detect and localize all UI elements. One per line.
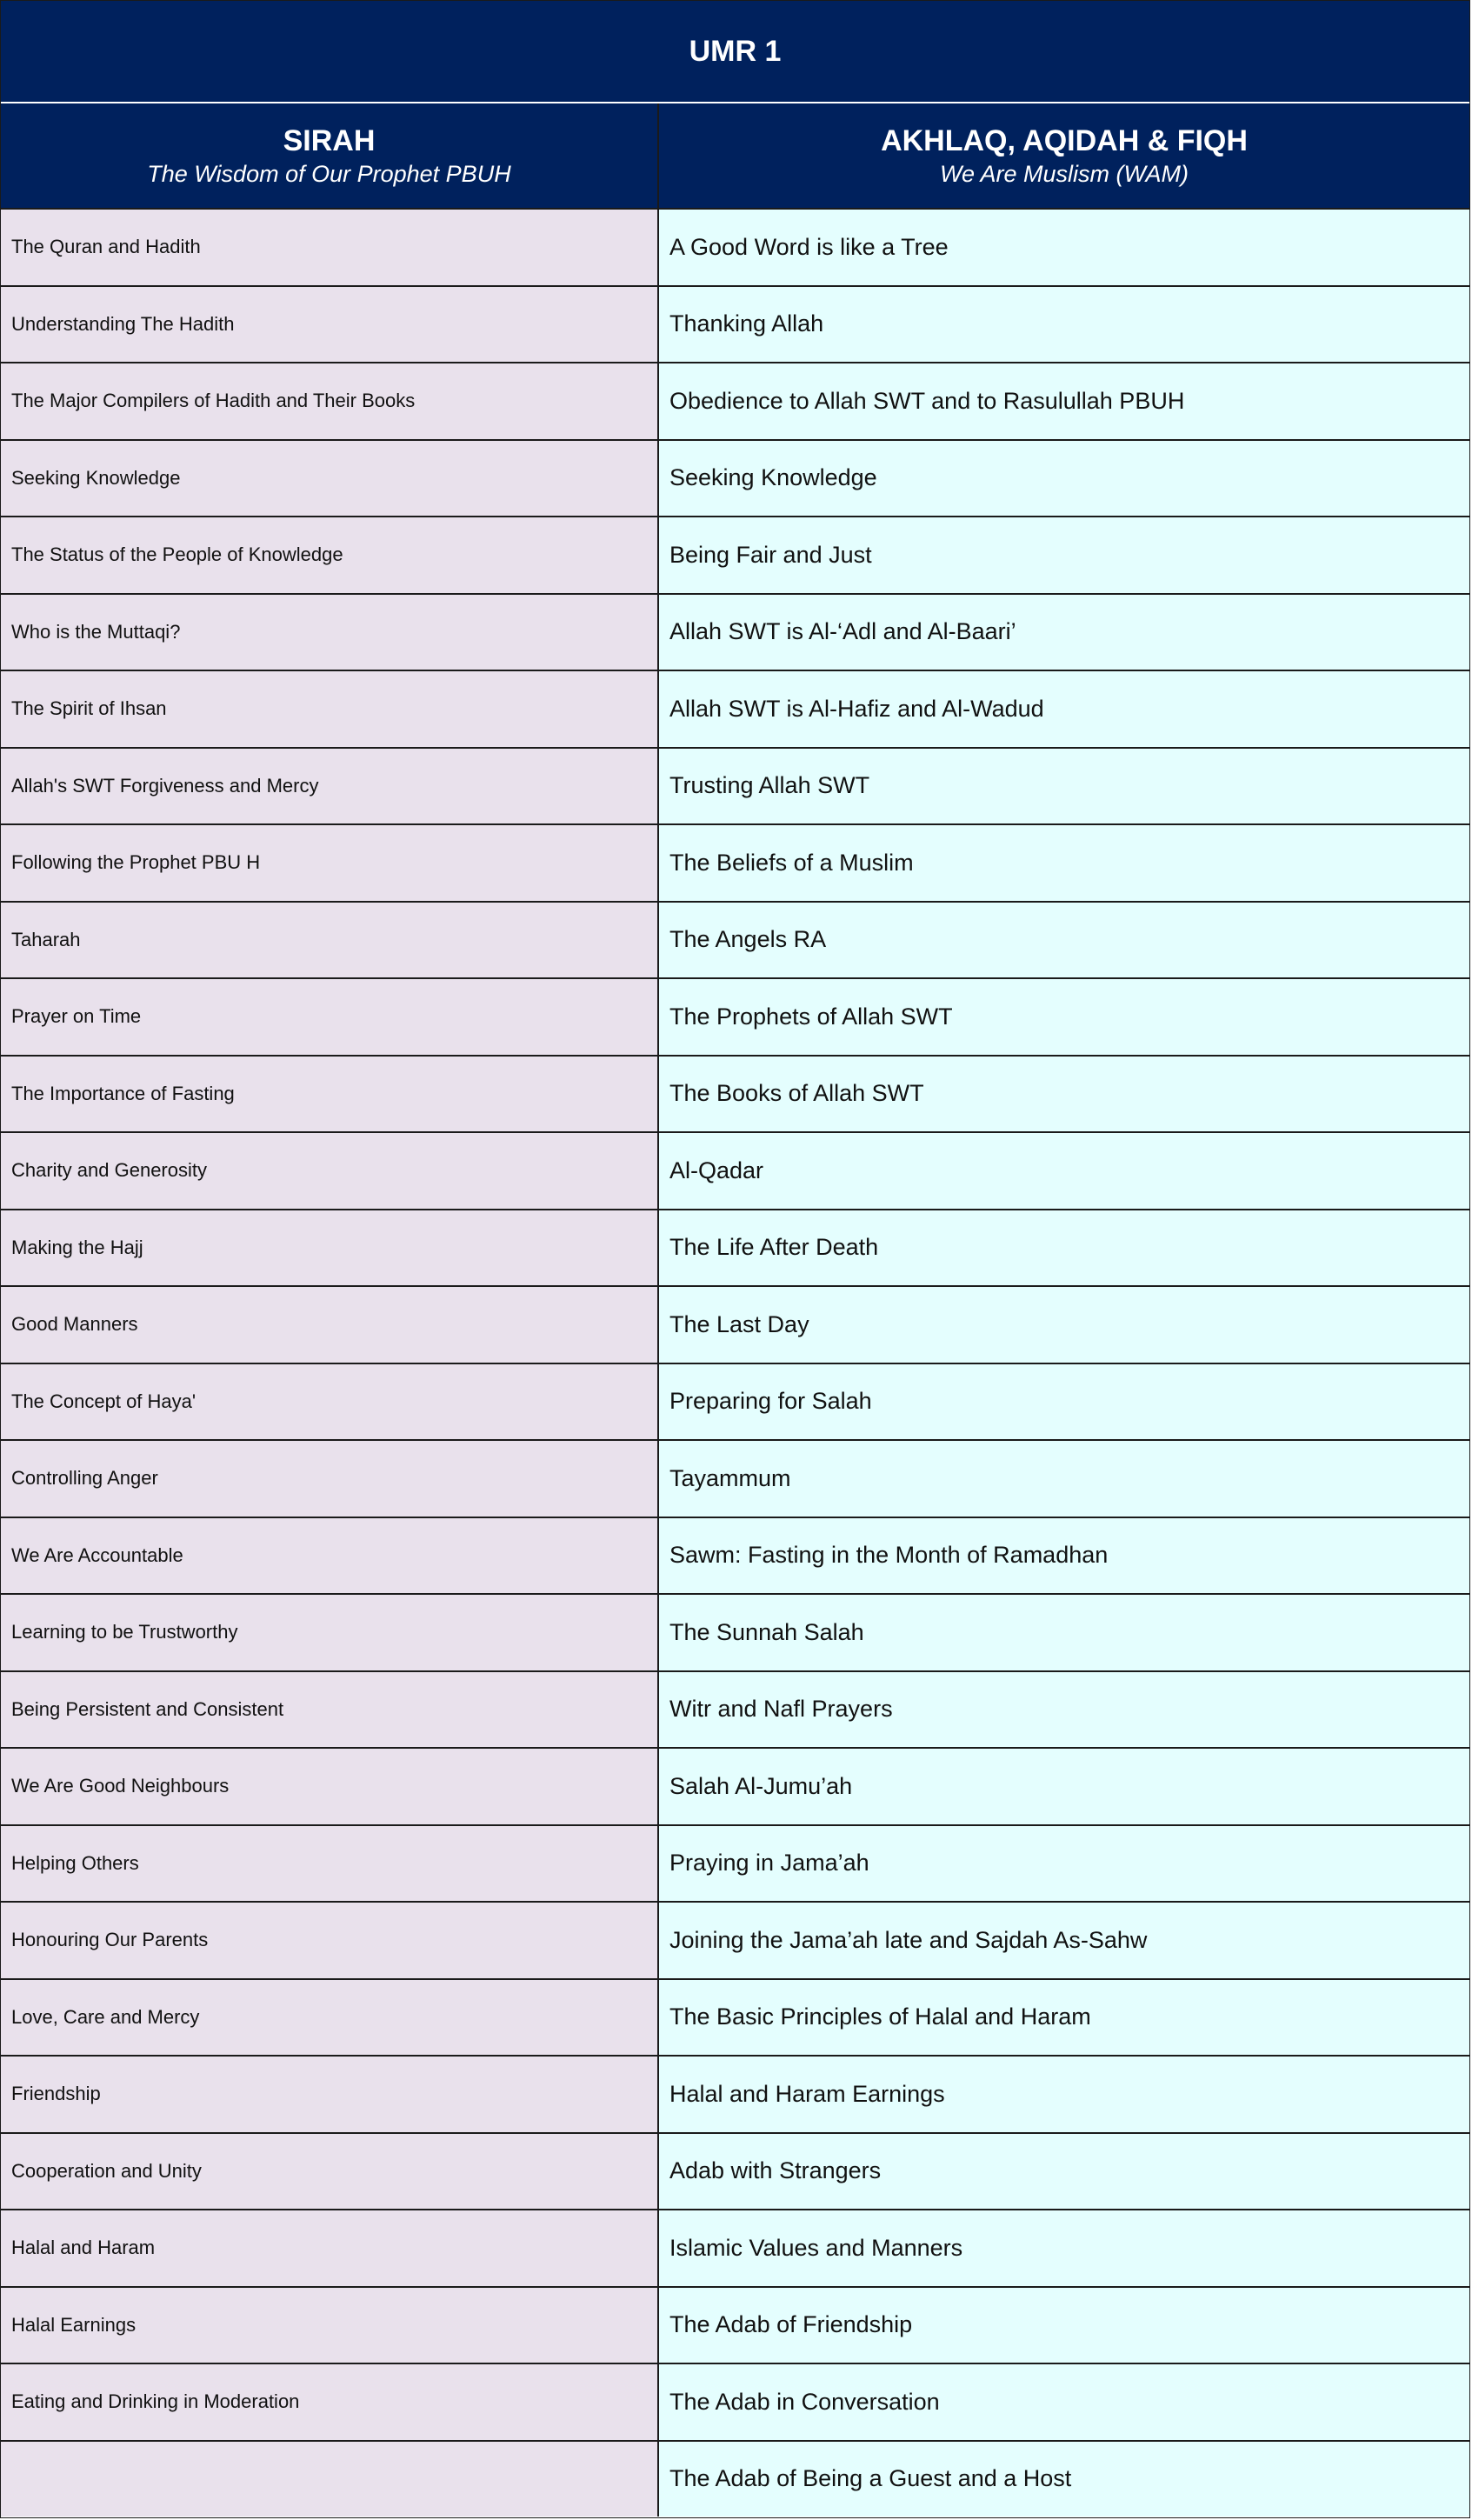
table-row: [1, 977, 1469, 1055]
table-row: [1, 593, 1469, 670]
table-row: [1, 2132, 1469, 2210]
sirah-topic-cell: The Spirit of Ihsan: [1, 671, 659, 747]
table-row: [1, 901, 1469, 978]
table-row: [1, 1978, 1469, 2056]
sirah-topic-cell: We Are Good Neighbours: [1, 1749, 659, 1824]
table-row: [1, 1593, 1469, 1670]
akhlaq-topic-cell: Seeking Knowledge: [659, 441, 1469, 517]
akhlaq-topic-cell: Al-Qadar: [659, 1133, 1469, 1209]
sirah-topic-cell: Who is the Muttaqi?: [1, 595, 659, 670]
akhlaq-topic-cell: The Books of Allah SWT: [659, 1057, 1469, 1132]
sirah-topic-cell: [1, 2442, 659, 2517]
akhlaq-topic-cell: The Angels RA: [659, 903, 1469, 978]
column-header-akhlaq: [659, 103, 1469, 208]
sirah-topic-cell: Helping Others: [1, 1826, 659, 1902]
table-row: [1, 2055, 1469, 2132]
akhlaq-topic-cell: Salah Al-Jumu’ah: [659, 1749, 1469, 1824]
table-title: UMR 1: [1, 1, 1469, 103]
akhlaq-topic-cell: Preparing for Salah: [659, 1364, 1469, 1440]
table-body: [1, 208, 1469, 2517]
sirah-topic-cell: Honouring Our Parents: [1, 1903, 659, 1978]
sirah-topic-cell: The Concept of Haya': [1, 1364, 659, 1440]
table-row: [1, 1824, 1469, 1902]
table-row: [1, 1285, 1469, 1363]
sirah-topic-cell: Following the Prophet PBU H: [1, 825, 659, 901]
akhlaq-topic-cell: Adab with Strangers: [659, 2134, 1469, 2210]
column-header-sirah-title: SIRAH: [283, 124, 376, 157]
column-header-akhlaq-subtitle: We Are Muslism (WAM): [939, 161, 1189, 187]
sirah-topic-cell: Good Manners: [1, 1287, 659, 1363]
akhlaq-topic-cell: The Sunnah Salah: [659, 1595, 1469, 1670]
sirah-topic-cell: Understanding The Hadith: [1, 287, 659, 363]
table-row: [1, 670, 1469, 747]
sirah-topic-cell: Charity and Generosity: [1, 1133, 659, 1209]
akhlaq-topic-cell: Obedience to Allah SWT and to Rasulullah PBUH: [659, 363, 1469, 439]
table-row: [1, 1670, 1469, 1748]
table-row: [1, 439, 1469, 517]
column-header-akhlaq-title: AKHLAQ, AQIDAH & FIQH: [881, 124, 1248, 157]
sirah-topic-cell: The Major Compilers of Hadith and Their Books: [1, 363, 659, 439]
table-row: [1, 362, 1469, 439]
sirah-topic-cell: We Are Accountable: [1, 1518, 659, 1594]
akhlaq-topic-cell: The Adab of Being a Guest and a Host: [659, 2442, 1469, 2517]
table-row: [1, 1901, 1469, 1978]
sirah-topic-cell: Friendship: [1, 2057, 659, 2132]
table-row: [1, 1209, 1469, 1286]
sirah-topic-cell: Making the Hajj: [1, 1210, 659, 1286]
sirah-topic-cell: Controlling Anger: [1, 1441, 659, 1517]
akhlaq-topic-cell: Islamic Values and Manners: [659, 2210, 1469, 2286]
table-row: [1, 747, 1469, 824]
akhlaq-topic-cell: The Beliefs of a Muslim: [659, 825, 1469, 901]
akhlaq-topic-cell: Allah SWT is Al-‘Adl and Al-Baari’: [659, 595, 1469, 670]
akhlaq-topic-cell: Sawm: Fasting in the Month of Ramadhan: [659, 1518, 1469, 1594]
akhlaq-topic-cell: The Adab in Conversation: [659, 2364, 1469, 2440]
akhlaq-topic-cell: Halal and Haram Earnings: [659, 2057, 1469, 2132]
akhlaq-topic-cell: The Basic Principles of Halal and Haram: [659, 1980, 1469, 2056]
sirah-topic-cell: Seeking Knowledge: [1, 441, 659, 517]
table-row: [1, 823, 1469, 901]
table-row: [1, 1517, 1469, 1594]
sirah-topic-cell: Learning to be Trustworthy: [1, 1595, 659, 1670]
akhlaq-topic-cell: A Good Word is like a Tree: [659, 210, 1469, 285]
sirah-topic-cell: Being Persistent and Consistent: [1, 1672, 659, 1748]
akhlaq-topic-cell: Tayammum: [659, 1441, 1469, 1517]
akhlaq-topic-cell: Praying in Jama’ah: [659, 1826, 1469, 1902]
table-row: [1, 2363, 1469, 2440]
column-header-sirah: [1, 103, 659, 208]
akhlaq-topic-cell: Being Fair and Just: [659, 517, 1469, 593]
table-row: [1, 2286, 1469, 2363]
column-header-sirah-subtitle: The Wisdom of Our Prophet PBUH: [147, 161, 511, 187]
sirah-topic-cell: Halal Earnings: [1, 2288, 659, 2363]
sirah-topic-cell: Eating and Drinking in Moderation: [1, 2364, 659, 2440]
table-row: [1, 2209, 1469, 2286]
sirah-topic-cell: Halal and Haram: [1, 2210, 659, 2286]
table-row: [1, 1439, 1469, 1517]
akhlaq-topic-cell: The Life After Death: [659, 1210, 1469, 1286]
akhlaq-topic-cell: The Last Day: [659, 1287, 1469, 1363]
akhlaq-topic-cell: Allah SWT is Al-Hafiz and Al-Wadud: [659, 671, 1469, 747]
akhlaq-topic-cell: The Adab of Friendship: [659, 2288, 1469, 2363]
sirah-topic-cell: Allah's SWT Forgiveness and Mercy: [1, 749, 659, 824]
sirah-topic-cell: The Quran and Hadith: [1, 210, 659, 285]
column-header-row: [1, 103, 1469, 208]
sirah-topic-cell: Prayer on Time: [1, 979, 659, 1055]
table-row: [1, 1363, 1469, 1440]
sirah-topic-cell: Love, Care and Mercy: [1, 1980, 659, 2056]
table-row: [1, 208, 1469, 285]
akhlaq-topic-cell: Trusting Allah SWT: [659, 749, 1469, 824]
sirah-topic-cell: Taharah: [1, 903, 659, 978]
table-row: [1, 516, 1469, 593]
akhlaq-topic-cell: The Prophets of Allah SWT: [659, 979, 1469, 1055]
table-row: [1, 1055, 1469, 1132]
sirah-topic-cell: The Status of the People of Knowledge: [1, 517, 659, 593]
sirah-topic-cell: Cooperation and Unity: [1, 2134, 659, 2210]
table-row: [1, 285, 1469, 363]
akhlaq-topic-cell: Witr and Nafl Prayers: [659, 1672, 1469, 1748]
table-row: [1, 2440, 1469, 2517]
table-row: [1, 1131, 1469, 1209]
akhlaq-topic-cell: Joining the Jama’ah late and Sajdah As-Sahw: [659, 1903, 1469, 1978]
akhlaq-topic-cell: Thanking Allah: [659, 287, 1469, 363]
sirah-topic-cell: The Importance of Fasting: [1, 1057, 659, 1132]
table-row: [1, 1747, 1469, 1824]
